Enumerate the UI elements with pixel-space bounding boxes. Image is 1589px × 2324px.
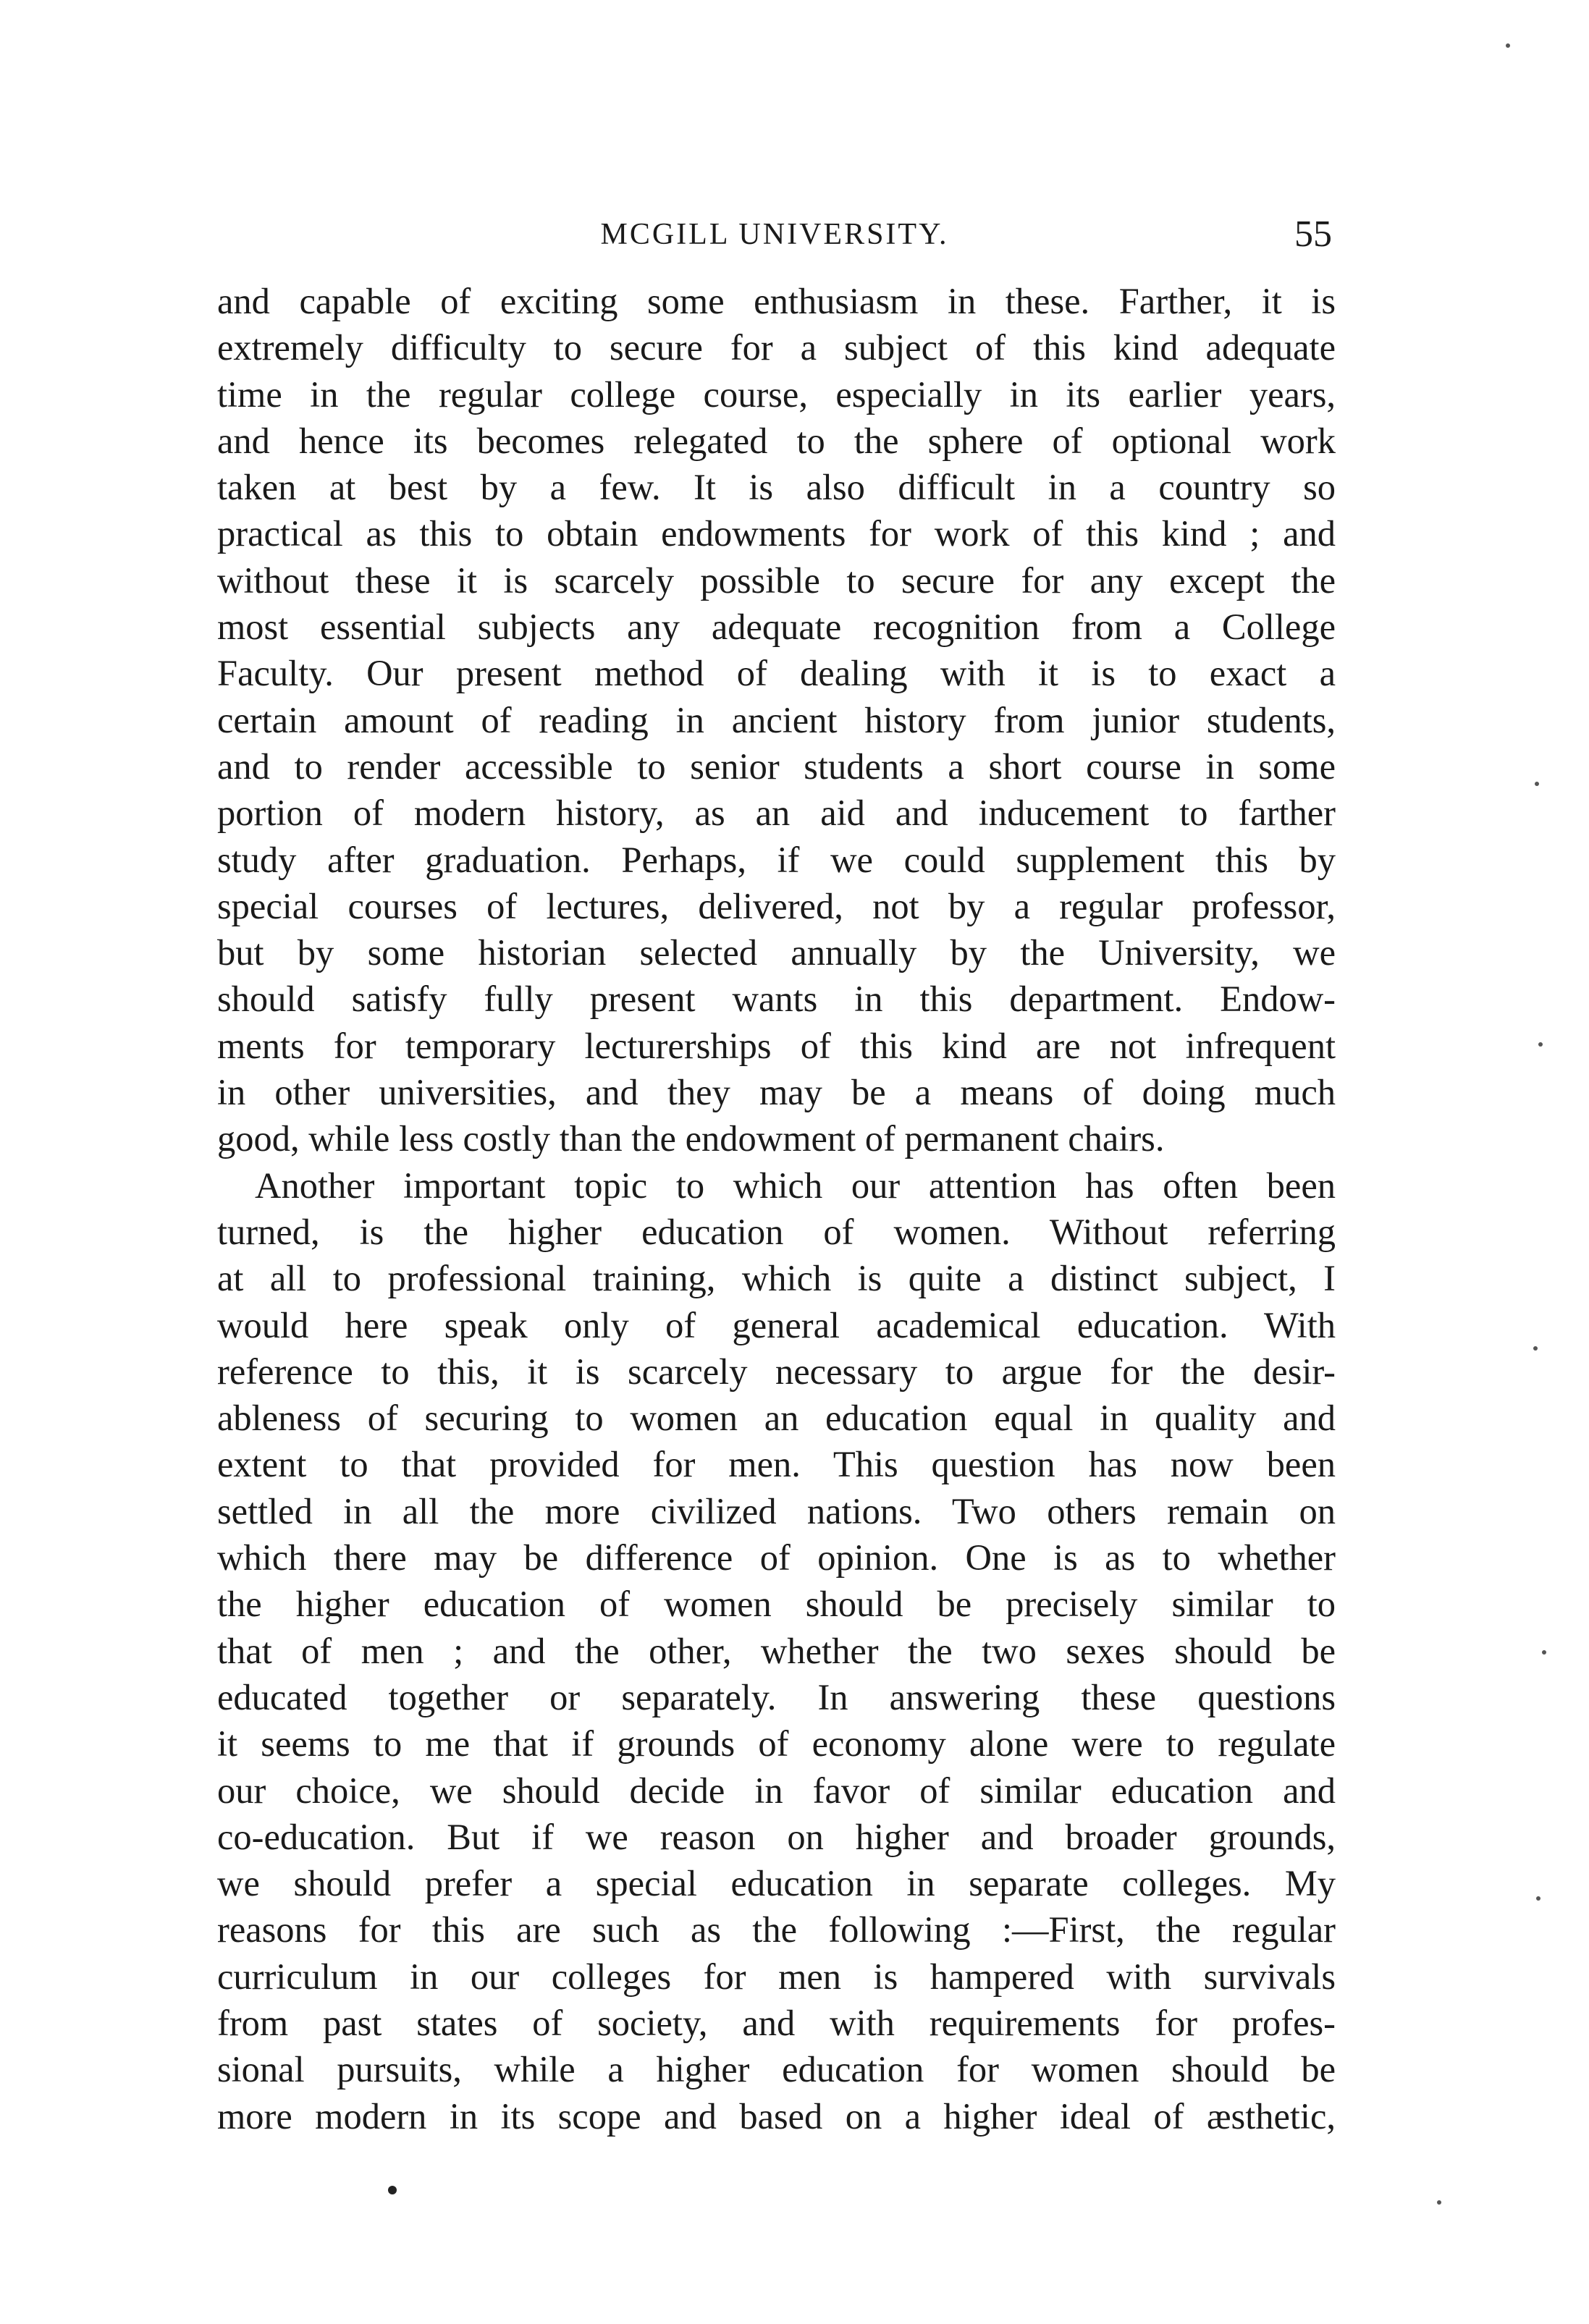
text-line: sional pursuits, while a higher education for women should be bbox=[217, 2049, 1336, 2090]
text-line: that of men ; and the other, whether the two sexes should be bbox=[217, 1630, 1336, 1671]
text-line: would here speak only of general academical education. With bbox=[217, 1304, 1336, 1345]
scan-speck bbox=[1535, 782, 1539, 786]
text-line: Faculty. Our present method of dealing with it is to exact a bbox=[217, 653, 1336, 694]
scan-speck bbox=[1542, 1650, 1546, 1655]
scan-speck bbox=[1506, 43, 1510, 48]
text-line: we should prefer a special education in separate colleges. My bbox=[217, 1863, 1336, 1904]
text-line: and to render accessible to senior students a short course in some bbox=[217, 745, 1336, 787]
running-head: MCGILL UNIVERSITY. bbox=[600, 218, 949, 251]
text-line: most essential subjects any adequate recognition from a College bbox=[217, 607, 1336, 648]
text-line: Another important topic to which our attention has often been bbox=[255, 1165, 1336, 1206]
text-line: practical as this to obtain endowments for work of this kind ; and bbox=[217, 513, 1336, 554]
text-line: the higher education of women should be precisely similar to bbox=[217, 1584, 1336, 1625]
text-line: study after graduation. Perhaps, if we could supplement this by bbox=[217, 839, 1336, 880]
text-line: our choice, we should decide in favor of similar education and bbox=[217, 1770, 1336, 1811]
text-line: and hence its becomes relegated to the sphere of optional work bbox=[217, 420, 1336, 461]
text-line: portion of modern history, as an aid and inducement to farther bbox=[217, 793, 1336, 834]
text-line: extent to that provided for men. This question has now been bbox=[217, 1444, 1336, 1485]
text-line: but by some historian selected annually by the University, we bbox=[217, 932, 1336, 973]
scan-speck bbox=[1538, 1042, 1543, 1047]
text-line: ments for temporary lecturerships of this kind are not infrequent bbox=[217, 1025, 1336, 1066]
text-line: extremely difficulty to secure for a subject of this kind adequate bbox=[217, 327, 1336, 368]
scan-speck bbox=[1437, 2200, 1441, 2205]
text-line: settled in all the more civilized nations. Two others remain on bbox=[217, 1490, 1336, 1531]
paragraph-2 bbox=[217, 1162, 1336, 2139]
page-header bbox=[217, 214, 1332, 268]
body-text bbox=[217, 278, 1336, 2139]
text-line: educated together or separately. In answering these questions bbox=[217, 1676, 1336, 1717]
text-line: good, while less costly than the endowment of permanent chairs. bbox=[217, 1118, 1165, 1159]
text-line: should satisfy fully present wants in this department. Endow- bbox=[217, 979, 1336, 1020]
paragraph-1 bbox=[217, 278, 1336, 1162]
text-line: curriculum in our colleges for men is hampered with survivals bbox=[217, 1956, 1336, 1997]
text-line: without these it is scarcely possible to secure for any except the bbox=[217, 559, 1336, 601]
bullet-mark bbox=[388, 2186, 397, 2194]
scan-speck bbox=[1533, 1346, 1538, 1351]
text-line: which there may be difference of opinion. One is as to whether bbox=[217, 1537, 1336, 1579]
page-number: 55 bbox=[1294, 214, 1332, 255]
text-line: reasons for this are such as the following :—First, the regular bbox=[217, 1909, 1336, 1951]
text-line: ableness of securing to women an education equal in quality and bbox=[217, 1398, 1336, 1439]
text-line: special courses of lectures, delivered, not by a regular professor, bbox=[217, 885, 1336, 926]
text-line: more modern in its scope and based on a higher ideal of æsthetic, bbox=[217, 2095, 1336, 2137]
text-line: time in the regular college course, especially in its earlier years, bbox=[217, 373, 1336, 415]
text-line: turned, is the higher education of women. Without referring bbox=[217, 1211, 1336, 1252]
text-line: and capable of exciting some enthusiasm in these. Farther, it is bbox=[217, 281, 1336, 321]
text-line: reference to this, it is scarcely necessary to argue for the desir- bbox=[217, 1351, 1336, 1392]
text-line: certain amount of reading in ancient history from junior students, bbox=[217, 699, 1336, 740]
text-line: taken at best by a few. It is also difficult in a country so bbox=[217, 467, 1336, 508]
text-line: co-education. But if we reason on higher and broader grounds, bbox=[217, 1816, 1336, 1857]
text-line: at all to professional training, which is quite a distinct subject, I bbox=[217, 1258, 1336, 1299]
text-line: from past states of society, and with requirements for profes- bbox=[217, 2002, 1336, 2043]
scan-speck bbox=[1536, 1896, 1540, 1901]
text-line: it seems to me that if grounds of economy alone were to regulate bbox=[217, 1723, 1336, 1765]
text-line: in other universities, and they may be a means of doing much bbox=[217, 1072, 1336, 1113]
